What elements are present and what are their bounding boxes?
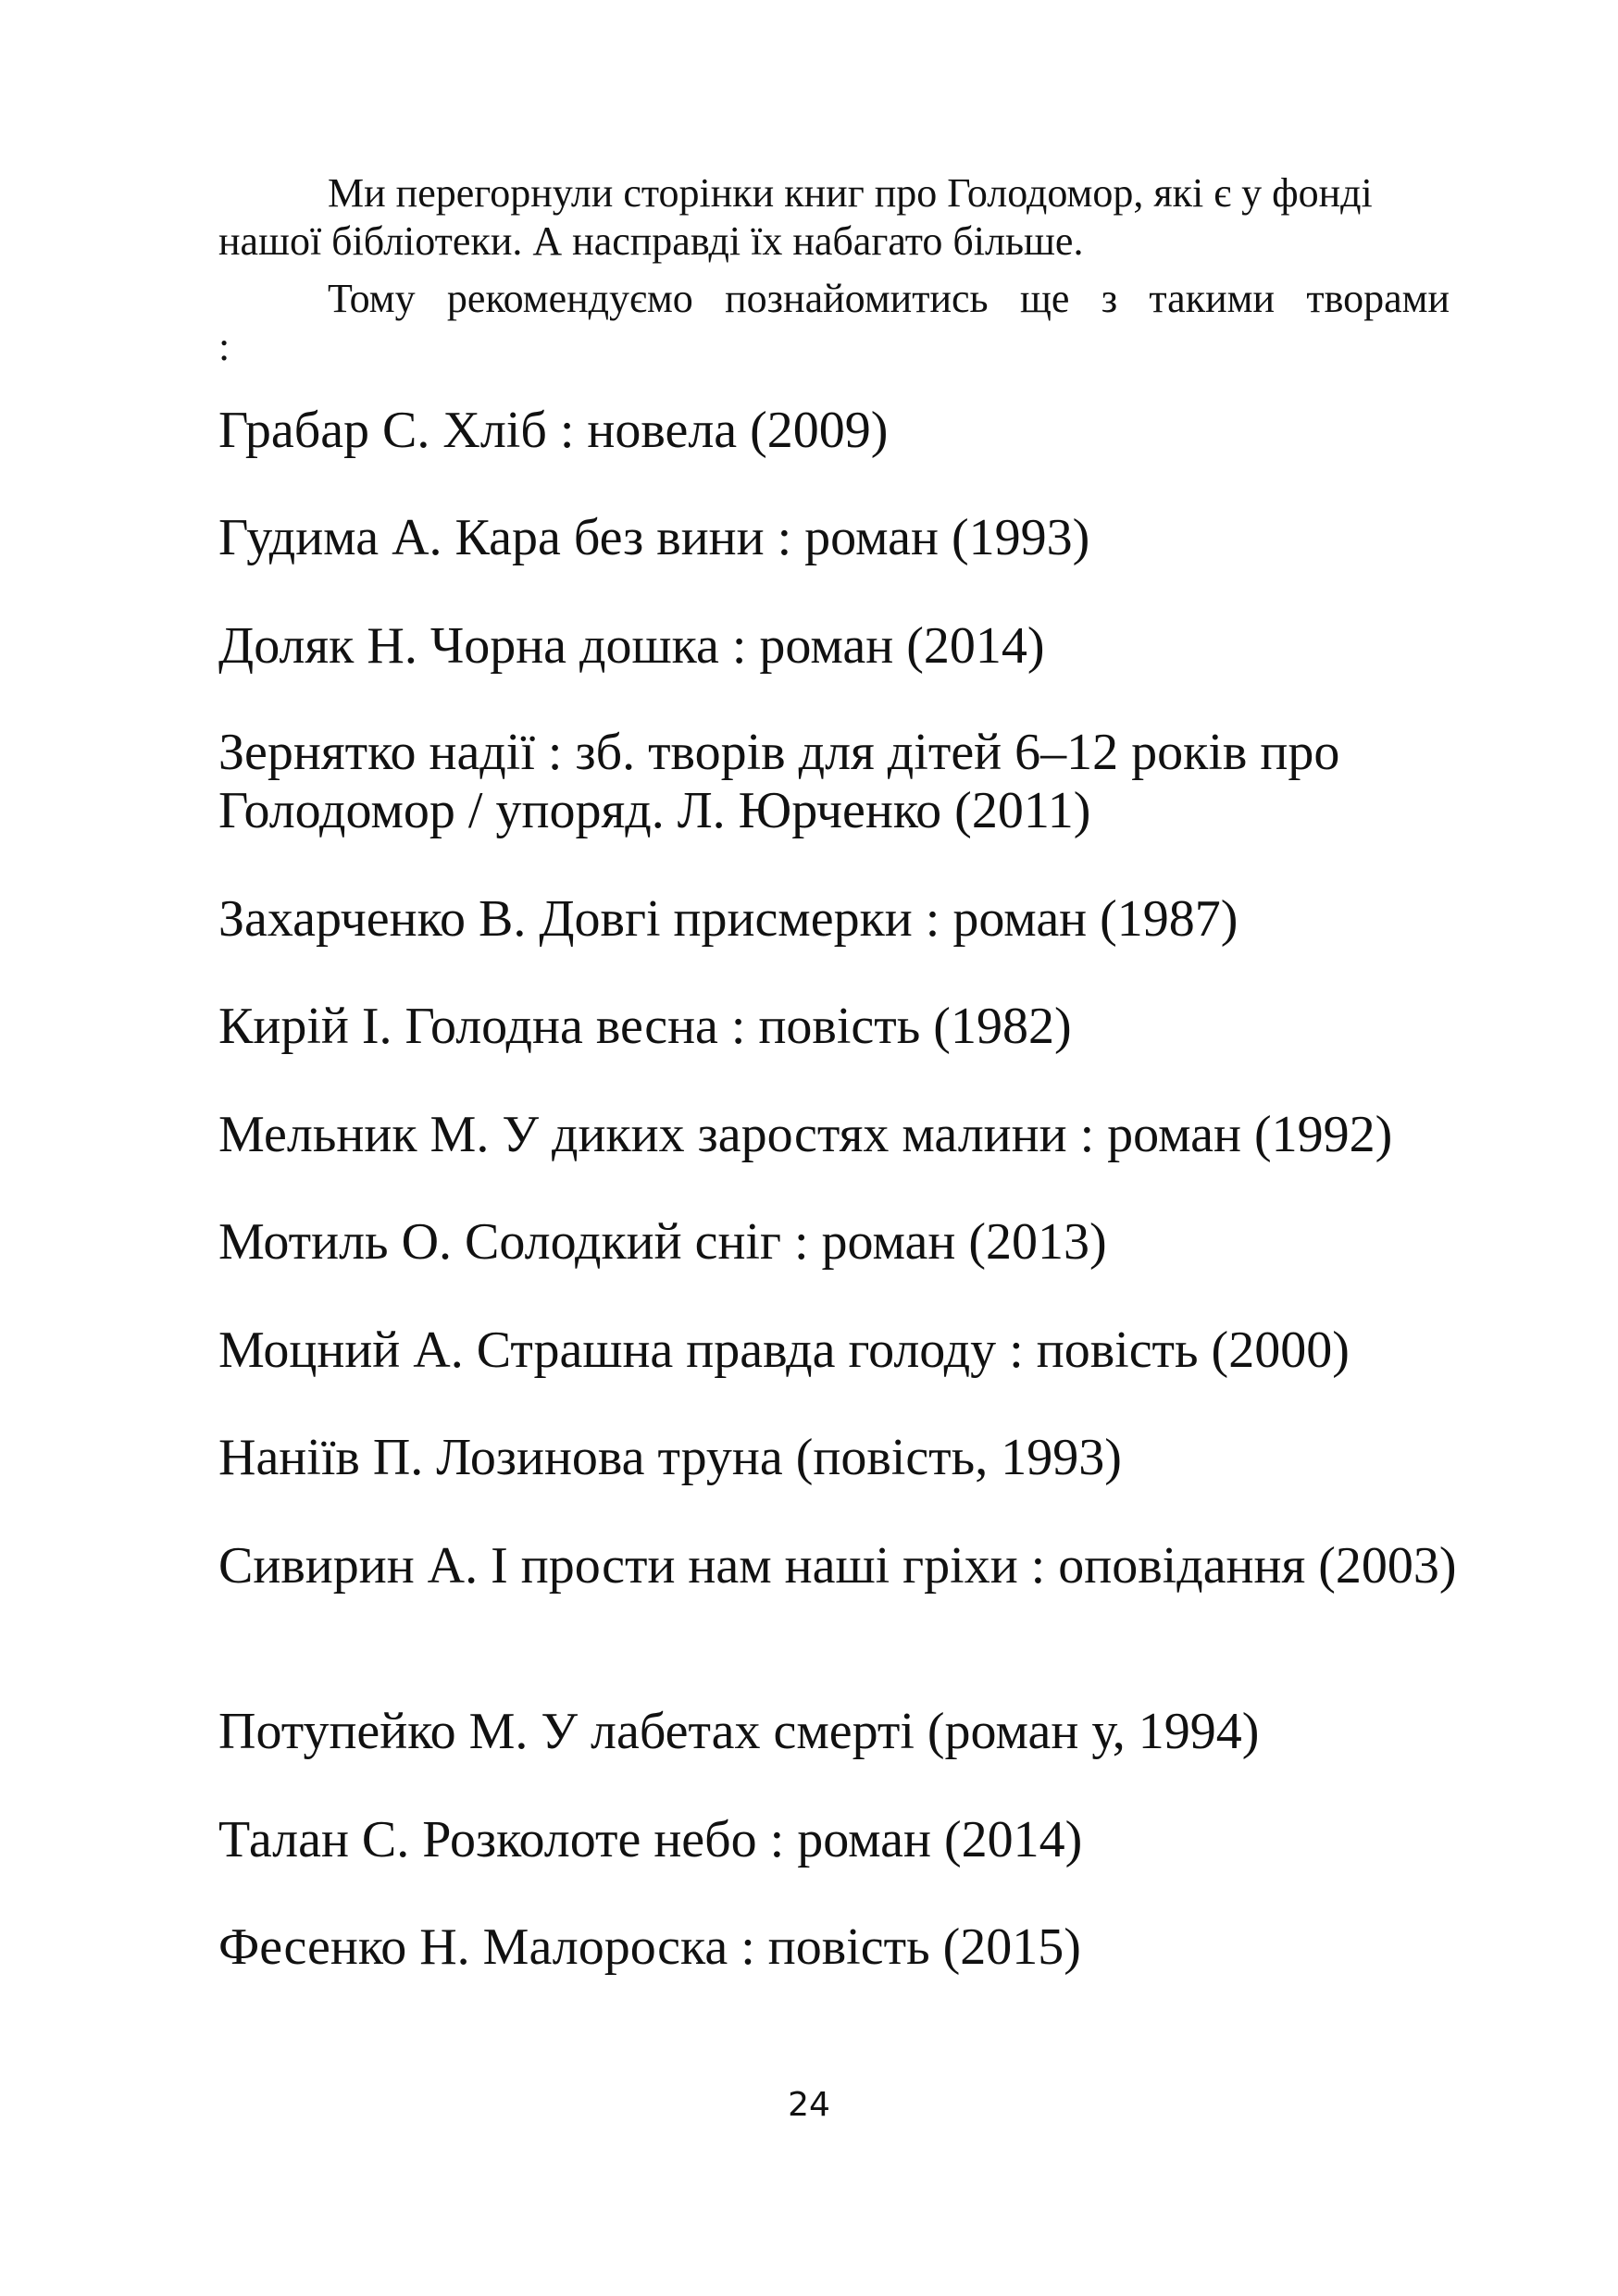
book-list-item: Наніїв П. Лозинова труна (повість, 1993) [218,1429,1122,1486]
book-list-item: Доляк Н. Чорна дошка : роман (2014) [218,617,1045,675]
book-list-item: Талан С. Розколоте небо : роман (2014) [218,1811,1083,1868]
page-number: 24 [788,2086,830,2124]
book-list-item: Фесенко Н. Малороска : повість (2015) [218,1918,1081,1976]
recommendation-paragraph: Тому рекомендуємо познайомитись ще з такими творами : [218,276,1450,369]
book-list-item: Сивирин А. І прости нам наші гріхи : оповідання (2003) [218,1537,1457,1595]
book-list-item: Мельник М. У диких заростях малини : роман (1992) [218,1106,1393,1163]
book-list-item: Потупейко М. У лабетах смерті (роман у, 1994) [218,1703,1260,1760]
book-list-item: Моцний А. Страшна правда голоду : повість (2000) [218,1322,1350,1379]
intro-paragraph: Ми перегорнули сторінки книг про Голодомор, які є у фонді нашої бібліотеки. А насправді їх набагато більше. [218,170,1373,264]
book-list-item: Кирій І. Голодна весна : повість (1982) [218,998,1072,1055]
book-list-item: Зернятко надії : зб. творів для дітей 6–12 років про Голодомор / упоряд. Л. Юрченко (2011) [218,724,1340,839]
book-list-item: Захарченко В. Довгі присмерки : роман (1987) [218,890,1238,948]
book-list-item: Мотиль О. Солодкий сніг : роман (2013) [218,1213,1107,1271]
book-list-item: Грабар С. Хліб : новела (2009) [218,402,889,459]
book-list-item: Гудима А. Кара без вини : роман (1993) [218,509,1090,566]
